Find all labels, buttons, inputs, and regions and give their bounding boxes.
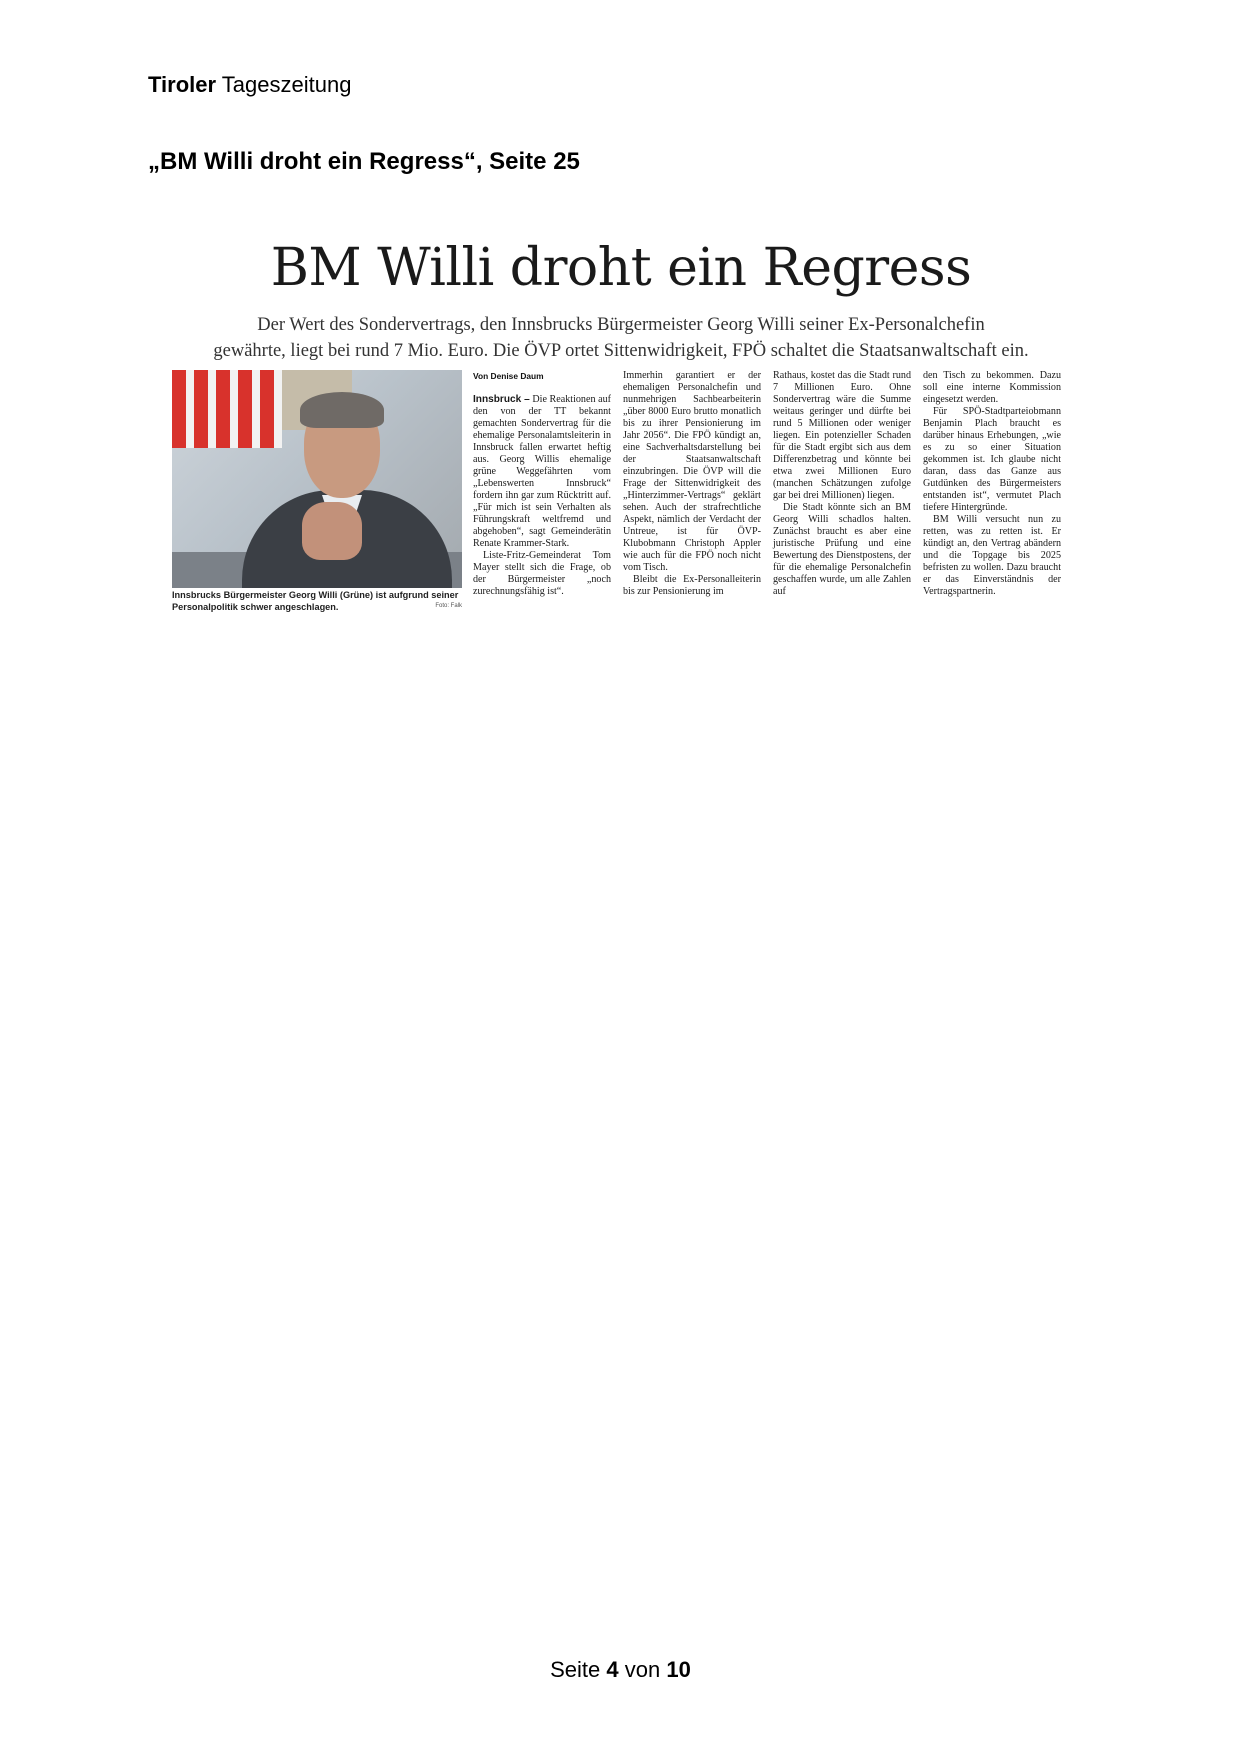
photo-person-hands bbox=[302, 502, 362, 560]
page-number-total: 10 bbox=[666, 1657, 691, 1682]
column-1-paragraph-2: Liste-Fritz-Gemeinderat Tom Mayer stellt sich die Frage, ob der Bürgermeister „noch zurechnungsfähig ist“. bbox=[473, 550, 611, 597]
article-column-1 bbox=[473, 370, 611, 598]
photo-person-hair bbox=[300, 392, 384, 428]
photo-background-building bbox=[172, 370, 282, 448]
column-1-paragraph-1 bbox=[473, 394, 611, 550]
column-4-paragraph-2: Für SPÖ-Stadtparteiobmann Benjamin Plach braucht es darüber hinaus Erhebungen, „wie es zu so einer Situation gekommen ist. Ich glaube nicht daran, dass das Ganze aus Gutdünken des Bürgermeisters entstanden ist“, vermutet Plach tiefere Hintergründe. bbox=[923, 406, 1061, 513]
article-column-2 bbox=[623, 370, 761, 598]
publication-name-rest: Tageszeitung bbox=[221, 72, 352, 97]
column-4-paragraph-3: BM Willi versucht nun zu retten, was zu retten ist. Er kündigt an, den Vertrag abändern und die Topgage bis 2025 befristen zu wollen. Dazu braucht er das Einverständnis der Vertragspartnerin. bbox=[923, 514, 1061, 597]
article-photo bbox=[172, 370, 462, 588]
dateline: Innsbruck – bbox=[473, 394, 530, 405]
article-column-4 bbox=[923, 370, 1061, 598]
article-lead bbox=[190, 312, 1052, 364]
column-3-paragraph-1: Rathaus, kostet das die Stadt rund 7 Millionen Euro. Ohne Sondervertrag wäre die Summe weitaus geringer und dürfte bei rund 5 Millionen oder weniger liegen. Ein potenzieller Schaden für die Stadt ergibt sich aus dem Differenzbetrag und könnte bei etwa zwei Millionen Euro (manchen Schätzungen zufolge gar bei drei Millionen) liegen. bbox=[773, 370, 911, 501]
article-column-3 bbox=[773, 370, 911, 598]
column-2-paragraph-2: Bleibt die Ex-Personalleiterin bis zur Pensionierung im bbox=[623, 574, 761, 597]
photo-credit: Foto: Falk bbox=[435, 603, 462, 609]
column-1-paragraph-1-text: Die Reaktionen auf den von der TT bekannt gemachten Sondervertrag für die ehemalige Personalamtsleiterin in Innsbruck fallen erwartet heftig aus. Georg Willis ehemalige grüne Weggefährten vom „Lebenswerten Innsbruck“ fordern ihn gar zum Rücktritt auf. „Für mich ist sein Verhalten als Führungskraft weltfremd und abgehoben“, sagt Gemeinderätin Renate Krammer-Stark. bbox=[473, 394, 612, 549]
article-reference: „BM Willi droht ein Regress“, Seite 25 bbox=[148, 148, 580, 175]
publication-name bbox=[148, 72, 351, 98]
page-number bbox=[0, 1657, 1241, 1683]
photo-caption: Innsbrucks Bürgermeister Georg Willi (Grüne) ist aufgrund seiner Personalpolitik schwer angeschlagen. bbox=[172, 590, 459, 612]
column-3-paragraph-2: Die Stadt könnte sich an BM Georg Willi schadlos halten. Zunächst braucht es aber eine juristische Prüfung und eine Bewertung des Dienstpostens, der für die ehemalige Personalchefin geschaffen wurde, um alle Zahlen auf bbox=[773, 502, 911, 597]
lead-line-2: gewährte, liegt bei rund 7 Mio. Euro. Die ÖVP ortet Sittenwidrigkeit, FPÖ schaltet die Staatsanwaltschaft ein. bbox=[213, 341, 1029, 361]
byline: Von Denise Daum bbox=[473, 371, 544, 381]
lead-line-1: Der Wert des Sondervertrags, den Innsbrucks Bürgermeister Georg Willi seiner Ex-Personalchefin bbox=[257, 315, 985, 335]
publication-name-bold: Tiroler bbox=[148, 72, 217, 97]
column-2-paragraph-1: Immerhin garantiert er der ehemaligen Personalchefin und nunmehrigen Sachbearbeiterin „über 8000 Euro brutto monatlich bis zu ihrer Pensionierung im Jahr 2056“. Die FPÖ kündigt an, eine Sachverhaltsdarstellung bei der Staatsanwaltschaft einzubringen. Die ÖVP will die Frage der Sittenwidrigkeit des „Hinterzimmer-Vertrags“ geklärt sehen. Auch der strafrechtliche Aspekt, nämlich der Verdacht der Untreue, ist für ÖVP-Klubobmann Christoph Appler wie auch für die FPÖ noch nicht vom Tisch. bbox=[623, 370, 761, 573]
article-headline: BM Willi droht ein Regress bbox=[270, 238, 972, 298]
page-number-current: 4 bbox=[606, 1657, 619, 1682]
page-number-prefix: Seite bbox=[550, 1657, 601, 1682]
page-number-middle: von bbox=[624, 1657, 661, 1682]
column-4-paragraph-1: den Tisch zu bekommen. Dazu soll eine interne Kommission eingesetzt werden. bbox=[923, 370, 1061, 405]
